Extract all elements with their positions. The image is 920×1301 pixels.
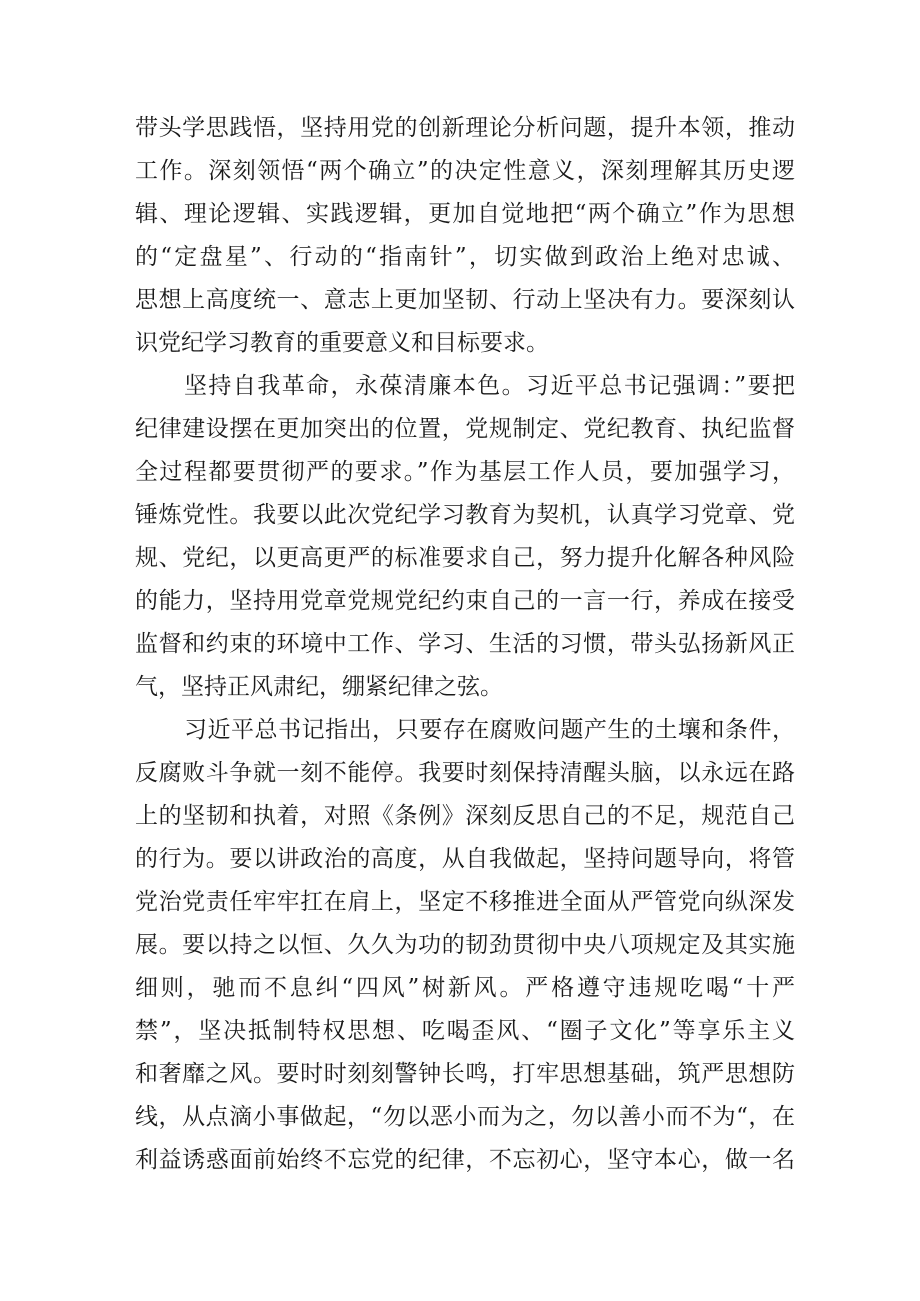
paragraph-line: 反腐败斗争就一刻不能停。我要时刻保持清醒头脑，以永远在路	[135, 760, 795, 786]
paragraph-line: 规、党纪，以更高更严的标准要求自己，努力提升化解各种风险	[135, 545, 795, 571]
paragraph-line: 的“定盘星”、行动的“指南针”，切实做到政治上绝对忠诚、	[135, 244, 795, 270]
paragraph-line: 识党纪学习教育的重要意义和目标要求。	[135, 330, 549, 356]
paragraph-line: 锤炼党性。我要以此次党纪学习教育为契机，认真学习党章、党	[135, 502, 795, 528]
paragraph-line: 的能力，坚持用党章党规党纪约束自己的一言一行，养成在接受	[135, 588, 795, 614]
paragraph-line: 展。要以持之以恒、久久为功的韧劲贯彻中央八项规定及其实施	[135, 932, 795, 958]
paragraph-line: 习近平总书记指出，只要存在腐败问题产生的土壤和条件，	[184, 717, 795, 743]
paragraph-line: 全过程都要贯彻严的要求。”作为基层工作人员，要加强学习，	[135, 459, 795, 485]
paragraph-line: 工作。深刻领悟“两个确立”的决定性意义，深刻理解其历史逻	[135, 158, 795, 184]
paragraph-line: 坚持自我革命，永葆清廉本色。习近平总书记强调：”要把	[184, 373, 795, 399]
paragraph-line: 带头学思践悟，坚持用党的创新理论分析问题，提升本领，推动	[135, 115, 795, 141]
paragraph-line: 线，从点滴小事做起，“勿以恶小而为之，勿以善小而不为“，在	[135, 1104, 795, 1130]
paragraph-line: 利益诱惑面前始终不忘党的纪律，不忘初心，坚守本心，做一名	[135, 1147, 795, 1173]
paragraph-line: 的行为。要以讲政治的高度，从自我做起，坚持问题导向，将管	[135, 846, 795, 872]
paragraph-line: 思想上高度统一、意志上更加坚韧、行动上坚决有力。要深刻认	[135, 287, 795, 313]
paragraph-line: 辑、理论逻辑、实践逻辑，更加自觉地把“两个确立”作为思想	[135, 201, 795, 227]
paragraph-line: 细则，驰而不息纠“四风”树新风。严格遵守违规吃喝“十严	[135, 975, 795, 1001]
paragraph-line: 监督和约束的环境中工作、学习、生活的习惯，带头弘扬新风正	[135, 631, 795, 657]
paragraph-line: 和奢靡之风。要时时刻刻警钟长鸣，打牢思想基础，筑严思想防	[135, 1061, 795, 1087]
paragraph-line: 气，坚持正风肃纪，绷紧纪律之弦。	[135, 674, 503, 700]
paragraph-line: 禁”，坚决抵制特权思想、吃喝歪风、“圈子文化”等享乐主义	[135, 1018, 795, 1044]
paragraph-line: 纪律建设摆在更加突出的位置，党规制定、党纪教育、执纪监督	[135, 416, 795, 442]
paragraph-line: 党治党责任牢牢扛在肩上，坚定不移推进全面从严管党向纵深发	[135, 889, 795, 915]
paragraph-line: 上的坚韧和执着，对照《条例》深刻反思自己的不足，规范自己	[135, 803, 795, 829]
